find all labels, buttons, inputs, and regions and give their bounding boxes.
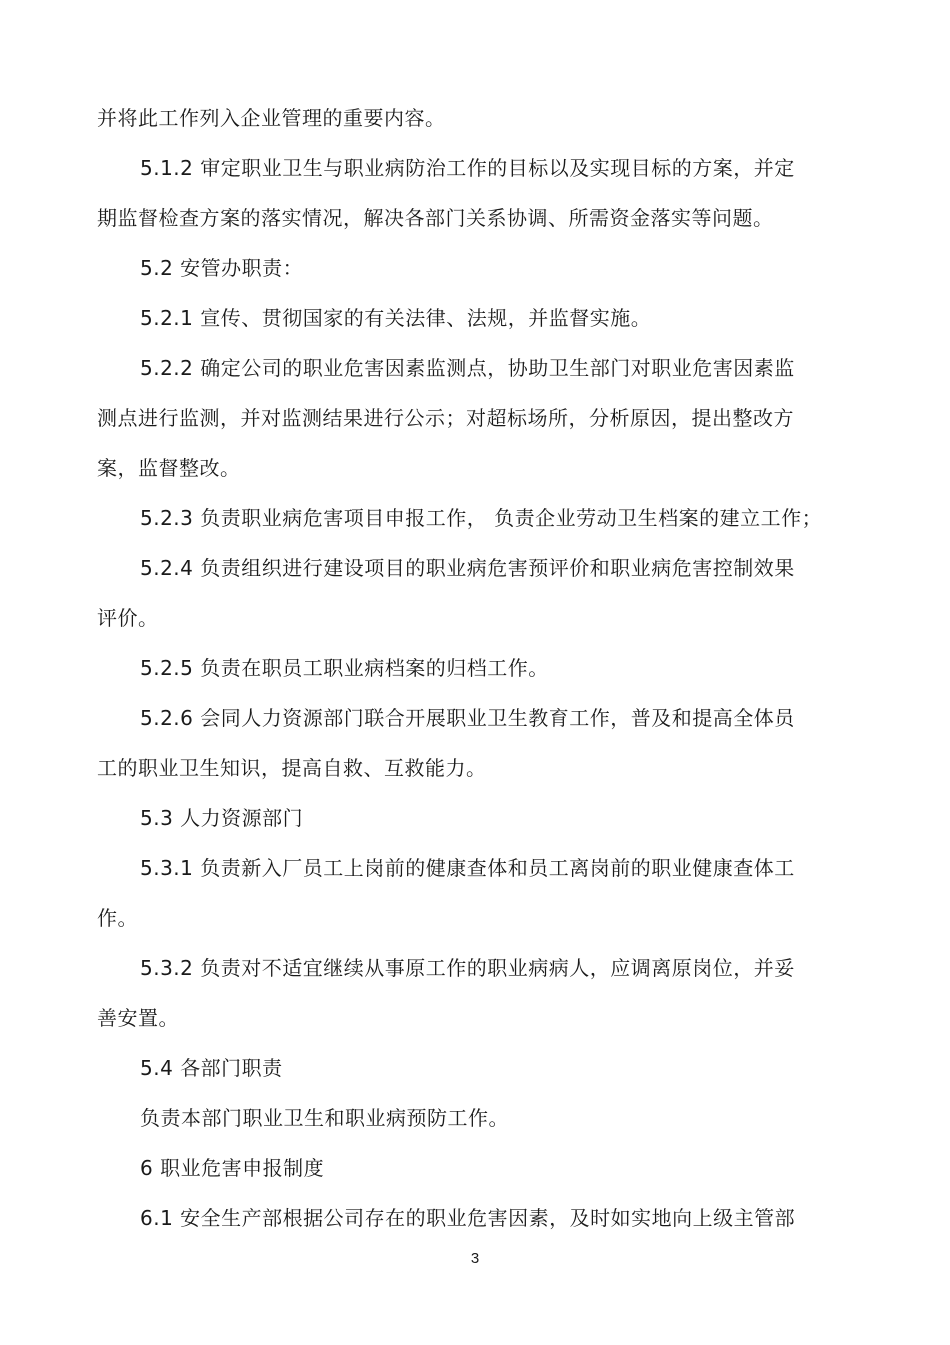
page-number: 3 bbox=[470, 1250, 480, 1267]
paragraph-line: 5.2.4 负责组织进行建设项目的职业病危害预评价和职业病危害控制效果 bbox=[140, 556, 795, 580]
section-heading: 5.4 各部门职责 bbox=[140, 1056, 283, 1080]
paragraph-line: 作。 bbox=[97, 906, 138, 930]
paragraph-line: 评价。 bbox=[97, 606, 159, 630]
paragraph-line: 案，监督整改。 bbox=[97, 456, 241, 480]
paragraph-line: 测点进行监测，并对监测结果进行公示；对超标场所，分析原因，提出整改方 bbox=[97, 406, 794, 430]
section-heading: 5.2 安管办职责： bbox=[140, 256, 304, 280]
paragraph-line: 5.2.5 负责在职员工职业病档案的归档工作。 bbox=[140, 656, 549, 680]
paragraph-line: 6.1 安全生产部根据公司存在的职业危害因素，及时如实地向上级主管部 bbox=[140, 1206, 796, 1230]
paragraph-line: 善安置。 bbox=[97, 1006, 179, 1030]
paragraph-line: 5.1.2 审定职业卫生与职业病防治工作的目标以及实现目标的方案，并定 bbox=[140, 156, 795, 180]
paragraph-line: 5.3.1 负责新入厂员工上岗前的健康查体和员工离岗前的职业健康查体工 bbox=[140, 856, 795, 880]
paragraph-line: 并将此工作列入企业管理的重要内容。 bbox=[97, 106, 446, 130]
paragraph-line: 5.2.3 负责职业病危害项目申报工作， 负责企业劳动卫生档案的建立工作； bbox=[140, 506, 823, 530]
paragraph-line: 期监督检查方案的落实情况，解决各部门关系协调、所需资金落实等问题。 bbox=[97, 206, 774, 230]
paragraph-line: 5.3.2 负责对不适宜继续从事原工作的职业病病人，应调离原岗位，并妥 bbox=[140, 956, 795, 980]
paragraph-line: 5.2.2 确定公司的职业危害因素监测点，协助卫生部门对职业危害因素监 bbox=[140, 356, 795, 380]
section-heading: 5.3 人力资源部门 bbox=[140, 806, 304, 830]
paragraph-line: 负责本部门职业卫生和职业病预防工作。 bbox=[140, 1106, 509, 1130]
paragraph-line: 工的职业卫生知识，提高自救、互救能力。 bbox=[97, 756, 487, 780]
paragraph-line: 5.2.6 会同人力资源部门联合开展职业卫生教育工作，普及和提高全体员 bbox=[140, 706, 795, 730]
chapter-heading: 6 职业危害申报制度 bbox=[140, 1156, 325, 1180]
paragraph-line: 5.2.1 宣传、贯彻国家的有关法律、法规，并监督实施。 bbox=[140, 306, 652, 330]
